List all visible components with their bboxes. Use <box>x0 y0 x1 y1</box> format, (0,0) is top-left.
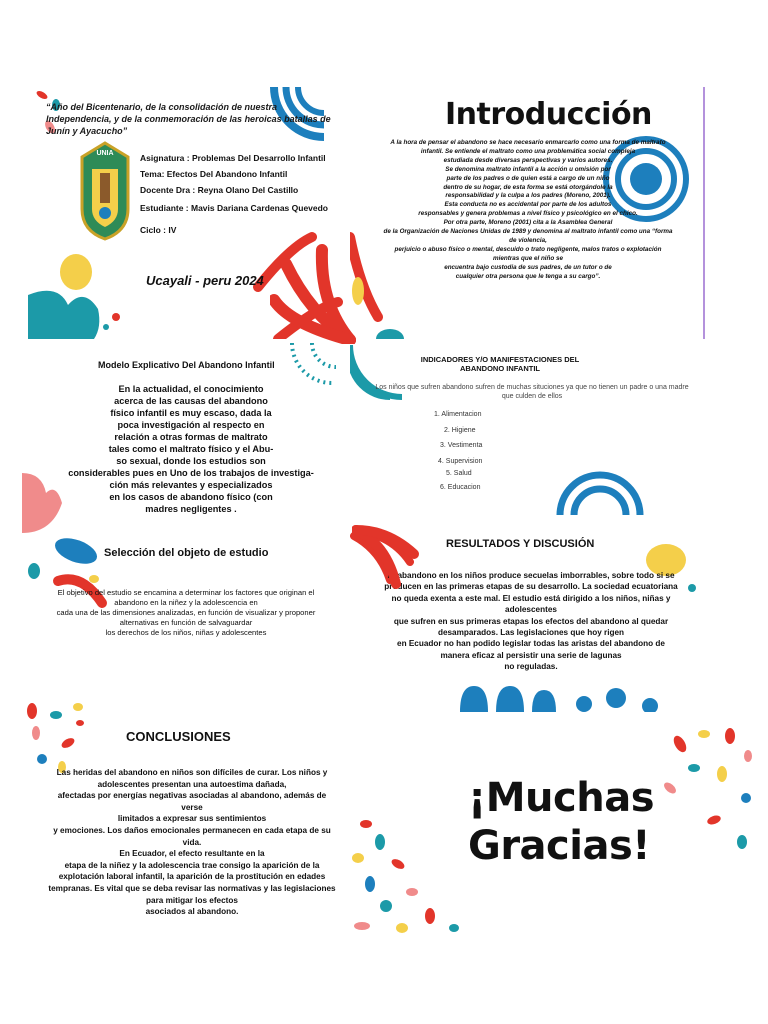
results-line: no queda exenta a este mal. El estudio está dirigido a los niños, niñas y <box>391 593 671 603</box>
indicators-intro: Los niños que sufren abandono sufren de muchas situciones ya que no tienen un padre o una madre que culden de ellos <box>375 384 689 400</box>
model-line: tales como el maltrato físico y el Abu- <box>108 444 274 454</box>
conclusions-title: CONCLUSIONES <box>126 729 231 744</box>
indicator-item: 1. Alimentacion <box>434 411 482 418</box>
commemorative-motto: “Año del Bicentenario, de la consolidación de nuestra Independencia, y de la conmemoración de las heroicas batallas de Junín y Ayacucho” <box>46 102 331 136</box>
indicator-item: 6. Educacion <box>440 484 481 491</box>
model-title: Modelo Explicativo Del Abandono Infantil <box>98 360 275 370</box>
conclusions-line: Las heridas del abandono en niños son difíciles de curar. Los niños y <box>56 768 328 777</box>
conclusions-line: tempranas. Es vital que se deba revisar las normativas y las legislaciones <box>48 883 336 893</box>
subject-line: Asignatura : Problemas Del Desarrollo Infantil <box>140 153 326 163</box>
intro-body <box>358 139 698 282</box>
results-line: manera eficaz al persistir una serie de lagunas <box>440 650 622 660</box>
study-line: abandono en la niñez y la adolescencia en <box>114 598 258 607</box>
model-body <box>62 383 320 515</box>
results-title: RESULTADOS Y DISCUSIÓN <box>446 538 595 550</box>
indicator-item: 4. Supervision <box>438 458 483 465</box>
study-line: cada una de las dimensiones analizadas, en función de visualizar y proponer <box>56 608 316 617</box>
study-title: Selección del objeto de estudio <box>104 547 269 559</box>
conclusions-line: explotación laboral infantil, la aparición de la prostitución en edades <box>58 872 326 882</box>
cycle-line: Ciclo : IV <box>140 225 177 235</box>
intro-line: responsables y genera problemas a nivel físico y psicológico en el chico. <box>418 210 638 218</box>
slide-indicators <box>350 343 706 515</box>
university-emblem <box>78 139 132 243</box>
intro-line: de violencia, <box>509 236 547 244</box>
emblem-label: UNIA <box>96 150 114 157</box>
conclusions-line: adolescentes presentan una autoestima dañada, <box>97 779 287 789</box>
conclusions-line: limitados a expresar sus sentimientos <box>117 814 267 824</box>
model-line: En la actualidad, el conocimiento <box>118 384 264 394</box>
results-line: que sufren en sus primeras etapas los efectos del abandono al quedar <box>393 616 669 626</box>
conclusions-line: En Ecuador, el efecto resultante en la <box>119 849 265 859</box>
indicators-title: INDICADORES Y/O MANIFESTACIONES DEL ABANDONO INFANTIL <box>420 355 580 373</box>
indicator-item: 3. Vestimenta <box>440 442 483 449</box>
results-line: no reguladas. <box>504 662 558 672</box>
thanks-title <box>468 774 668 870</box>
results-line: El abandono en los niños produce secuelas imborrables, sobre todo si se <box>387 571 675 580</box>
intro-line: A la hora de pensar el abandono se hace necesario enmarcarlo como una forma de maltrato <box>390 139 666 146</box>
slide-explanatory-model <box>22 343 350 533</box>
results-line: producen en las primeras etapas de su desarrollo. La sociedad ecuatoriana <box>384 582 678 592</box>
slide-thanks <box>350 716 760 938</box>
indicator-item: 5. Salud <box>446 470 472 477</box>
intro-line: perjuicio o abuso físico o mental, descuido o trato negligente, malos tratos o explotación <box>394 245 662 253</box>
results-line: en Ecuador no han podido legislar todas las aristas del abandono de <box>397 639 665 649</box>
conclusions-line: afectadas por energías negativas asociadas al abandono, además de verse <box>57 791 327 812</box>
place-year: Ucayali - peru 2024 <box>146 273 264 288</box>
intro-line: Por otra parte, Moreno (2001) cita a la Asamblea General <box>443 219 613 227</box>
intro-line: de la Organización de Naciones Unidas de 1989 y denomina al maltrato infantil como una “forma <box>383 228 673 236</box>
model-line: ción más relevantes y especializados <box>109 480 273 490</box>
model-line: relación a otras formas de maltrato <box>114 432 268 442</box>
teacher-line: Docente Dra : Reyna Olano Del Castillo <box>140 185 299 195</box>
intro-line: Se denomina maltrato infantil a la acción u omisión por <box>445 165 611 173</box>
study-line: El objetivo del estudio se encamina a determinar los factores que originan el <box>57 588 315 597</box>
conclusions-line: etapa de la niñez y la adolescencia trae consigo la aparición de la <box>64 860 320 870</box>
study-line: alternativas en función de salvaguardar <box>119 618 253 627</box>
topic-line: Tema: Efectos Del Abandono Infantil <box>140 169 288 179</box>
results-line: adolescentes <box>505 605 557 615</box>
slide-introduction <box>350 87 706 339</box>
model-line: físico infantil es muy escaso, dada la <box>110 408 272 418</box>
slide-study-object <box>22 533 348 699</box>
intro-line: Esta conducta no es accidental por parte de los adultos <box>444 201 612 209</box>
model-line: poca investigación al respecto en <box>117 420 265 430</box>
conclusions-body <box>48 767 336 918</box>
intro-line: estudiada desde diversas perspectivas y varios autores. <box>443 156 613 164</box>
intro-line: cualquier otra persona que le tenga a su cargo”. <box>455 272 601 280</box>
red-hand-decoration <box>270 244 360 344</box>
study-line: los derechos de los niños, niñas y adolescentes <box>105 628 267 637</box>
results-line: desamparados. Las legislaciones que hoy rigen <box>437 628 625 638</box>
intro-line: responsabilidad y la culpa a los padres (Moreno, 2001). <box>445 192 611 200</box>
model-line: acerca de las causas del abandono <box>114 396 268 406</box>
model-line: en los casos de abandono físico (con <box>109 492 273 502</box>
intro-line: mientras que el niño se <box>493 254 563 262</box>
thanks-line-2: Gracias! <box>468 823 651 869</box>
model-line: madres negligentes . <box>145 504 237 514</box>
intro-line: parte de los padres o de quien está a cargo de un niño <box>446 174 610 182</box>
study-body <box>28 588 344 638</box>
conclusions-line: asociados al abandono. <box>145 907 239 917</box>
intro-title: Introducción <box>445 97 652 132</box>
intro-line: dentro de su hogar, de esta forma se está otorgándole la <box>443 183 613 191</box>
model-line: so sexual, donde los estudios son <box>116 456 266 466</box>
indicator-item: 2. Higiene <box>444 427 476 434</box>
slide-conclusions <box>22 703 348 935</box>
thanks-line-1: ¡Muchas <box>468 775 655 821</box>
conclusions-line: para mitigar los efectos <box>146 895 238 905</box>
model-line: considerables pues en Uno de los trabajos de investiga- <box>68 468 314 478</box>
red-arrow-decoration <box>352 524 422 594</box>
student-line: Estudiante : Mavis Dariana Cardenas Quevedo <box>140 203 329 213</box>
conclusions-line: y emociones. Los daños emocionales permanecen en cada etapa de su vida. <box>53 825 331 847</box>
intro-line: infantil. Se entiende el maltrato como una problemática social compleja <box>420 147 636 155</box>
intro-line: encuentra bajo custodia de sus padres, de un tutor o de <box>444 263 612 271</box>
